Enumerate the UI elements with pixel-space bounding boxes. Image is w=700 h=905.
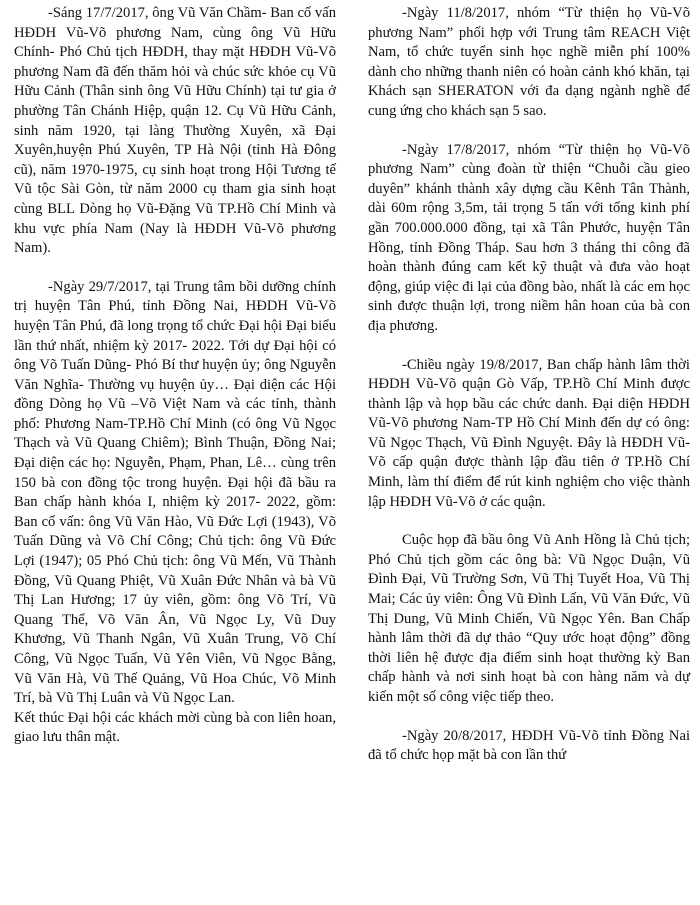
paragraph-reach-vocational: -Ngày 11/8/2017, nhóm “Từ thiện họ Vũ-Võ phương Nam” phối hợp với Trung tâm REACH Việt Nam, tổ chức tuyển sinh học nghề miễn phí 100% dành cho những thanh niên có hoàn cảnh khó khăn, tại Khách sạn SHERATON với đa dạng ngành nghề để cung ứng cho khách sạn 5 sao. (368, 5, 690, 119)
two-column-layout (14, 4, 690, 766)
right-column (368, 4, 690, 766)
paragraph-dong-nai-meeting: -Ngày 20/8/2017, HĐDH Vũ-Võ tỉnh Đồng Nai đã tổ chức họp mặt bà con lần thứ (368, 727, 690, 764)
paragraph-tan-phu-congress: -Ngày 29/7/2017, tại Trung tâm bồi dưỡng chính trị huyện Tân Phú, tỉnh Đồng Nai, HĐDH Vũ-Võ huyện Tân Phú, đã long trọng tổ chức Đại hội Đại biểu lần thứ nhất, nhiệm kỳ 2017- 2022. Tới dự Đại hội có ông Võ Tuấn Dũng- Phó Bí thư huyện ủy; ông Nguyễn Văn Nghĩa- Thường vụ huyện ủy… Đại diện các Hội đồng Dòng họ Vũ –Võ Việt Nam và các tỉnh, thành phố: Phương Nam-TP.Hồ Chí Minh (có ông Vũ Ngọc Thạch và Vũ Quang Chiêm); Bình Thuận, Đồng Nai; Đại diện các họ: Nguyễn, Phạm, Phan, Lê… cùng trên 150 bà con đồng tộc trong huyện. Đại hội đã bầu ra Ban chấp hành khóa I, nhiệm kỳ 2017- 2022, gồm: Ban cố vấn: ông Vũ Văn Hào, Vũ Đức Lợi (1943), Võ Tuấn Dũng và Võ Chí Công; Chủ tịch: ông Vũ Đức Lợi (1947); 05 Phó Chủ tịch: ông Vũ Mến, Vũ Thành Đồng, Vũ Quang Phiệt, Vũ Xuân Đức Nhân và bà Vũ Thị Lan Hương; 17 ủy viên, gồm: ông Võ Trí, Vũ Quang Thể, Võ Văn Ân, Vũ Ngọc Ly, Vũ Duy Khương, Vũ Thanh Ngân, Vũ Xuân Trung, Võ Chí Công, Vũ Ngọc Tuấn, Vũ Yên Viên, Vũ Ngọc Bằng, Vũ Văn Hà, Vũ Thế Quảng, Vũ Hoa Chúc, Võ Minh Trí, bà Vũ Thị Luân và Vũ Ngọc Lan. (14, 278, 336, 707)
left-column (14, 4, 336, 766)
paragraph-bridge-inauguration: -Ngày 17/8/2017, nhóm “Từ thiện họ Vũ-Võ phương Nam” cùng đoàn từ thiện “Chuỗi cầu gieo duyên” khánh thành xây dựng cầu Kênh Tân Thành, dài 60m rộng 3,5m, tải trọng 5 tấn với tổng kinh phí gần 700.000.000 đồng, tại xã Tân Phước, huyện Tân Hồng, tỉnh Đồng Tháp. Sau hơn 3 tháng thi công đã hoàn thành đúng cam kết kỹ thuật và đưa vào hoạt động, giúp việc đi lại của đồng bào, nhất là các em học sinh được thuận lợi, trong niềm hân hoan của bà con địa phương. (368, 141, 690, 334)
paragraph-go-vap-election: Cuộc họp đã bầu ông Vũ Anh Hồng là Chủ tịch; Phó Chủ tịch gồm các ông bà: Vũ Ngọc Duận, Vũ Đình Đại, Vũ Trường Sơn, Vũ Thị Tuyết Hoa, Vũ Thị Mai; Các ủy viên: Ông Vũ Đình Lấn, Vũ Văn Đức, Vũ Thị Dung, Vũ Minh Chiến, Vũ Ngọc Yên. Ban Chấp hành lâm thời đã dự thảo “Quy ước hoạt động” đồng thời liên hệ được địa điểm sinh hoạt thường kỳ Ban chấp hành và nơi sinh hoạt bà con hàng năm và dự kiến một số công việc tiếp theo. (368, 532, 690, 705)
paragraph-go-vap-council: -Chiều ngày 19/8/2017, Ban chấp hành lâm thời HĐDH Vũ-Võ quận Gò Vấp, TP.Hồ Chí Minh được thành lập và họp bầu các chức danh. Đại diện HĐDH Vũ-Võ phương Nam-TP Hồ Chí Minh đến dự có ông: Vũ Ngọc Thạch, Vũ Đình Nguyệt. Đây là HĐDH Vũ-Võ cấp quận được thành lập đầu tiên ở TP.Hồ Chí Minh, làm thí điểm để rút kinh nghiệm cho việc thành lập HĐDH Vũ-Võ ở các quận. (368, 356, 690, 510)
paragraph-congress-closing: Kết thúc Đại hội các khách mời cùng bà con liên hoan, giao lưu thân mật. (14, 709, 336, 746)
paragraph-visit-vu-huu-canh: -Sáng 17/7/2017, ông Vũ Văn Chầm- Ban cố vấn HĐDH Vũ-Võ phương Nam, cùng ông Vũ Hữu Chính- Phó Chủ tịch HĐDH, thay mặt HĐDH Vũ-Võ phương Nam đã đến thăm hỏi và chúc sức khỏe cụ Vũ Hữu Cảnh (Thân sinh ông Vũ Hữu Chính) tại tư gia ở phường Tân Chánh Hiệp, quận 12. Cụ Vũ Hữu Cảnh, sinh năm 1920, tại làng Thường Xuyên, xã Đại Xuyên,huyện Phú Xuyên, TP Hà Nội (tỉnh Hà Đông cũ), năm 1970-1975, cụ sinh hoạt trong Hội Tương tế Vũ tộc Sài Gòn, từ năm 2000 cụ tham gia sinh hoạt cùng BLL Dòng họ Vũ-Đặng Vũ TP.Hồ Chí Minh và khu vực phía Nam (Nay là HĐDH Vũ-Võ phương Nam). (14, 5, 336, 257)
